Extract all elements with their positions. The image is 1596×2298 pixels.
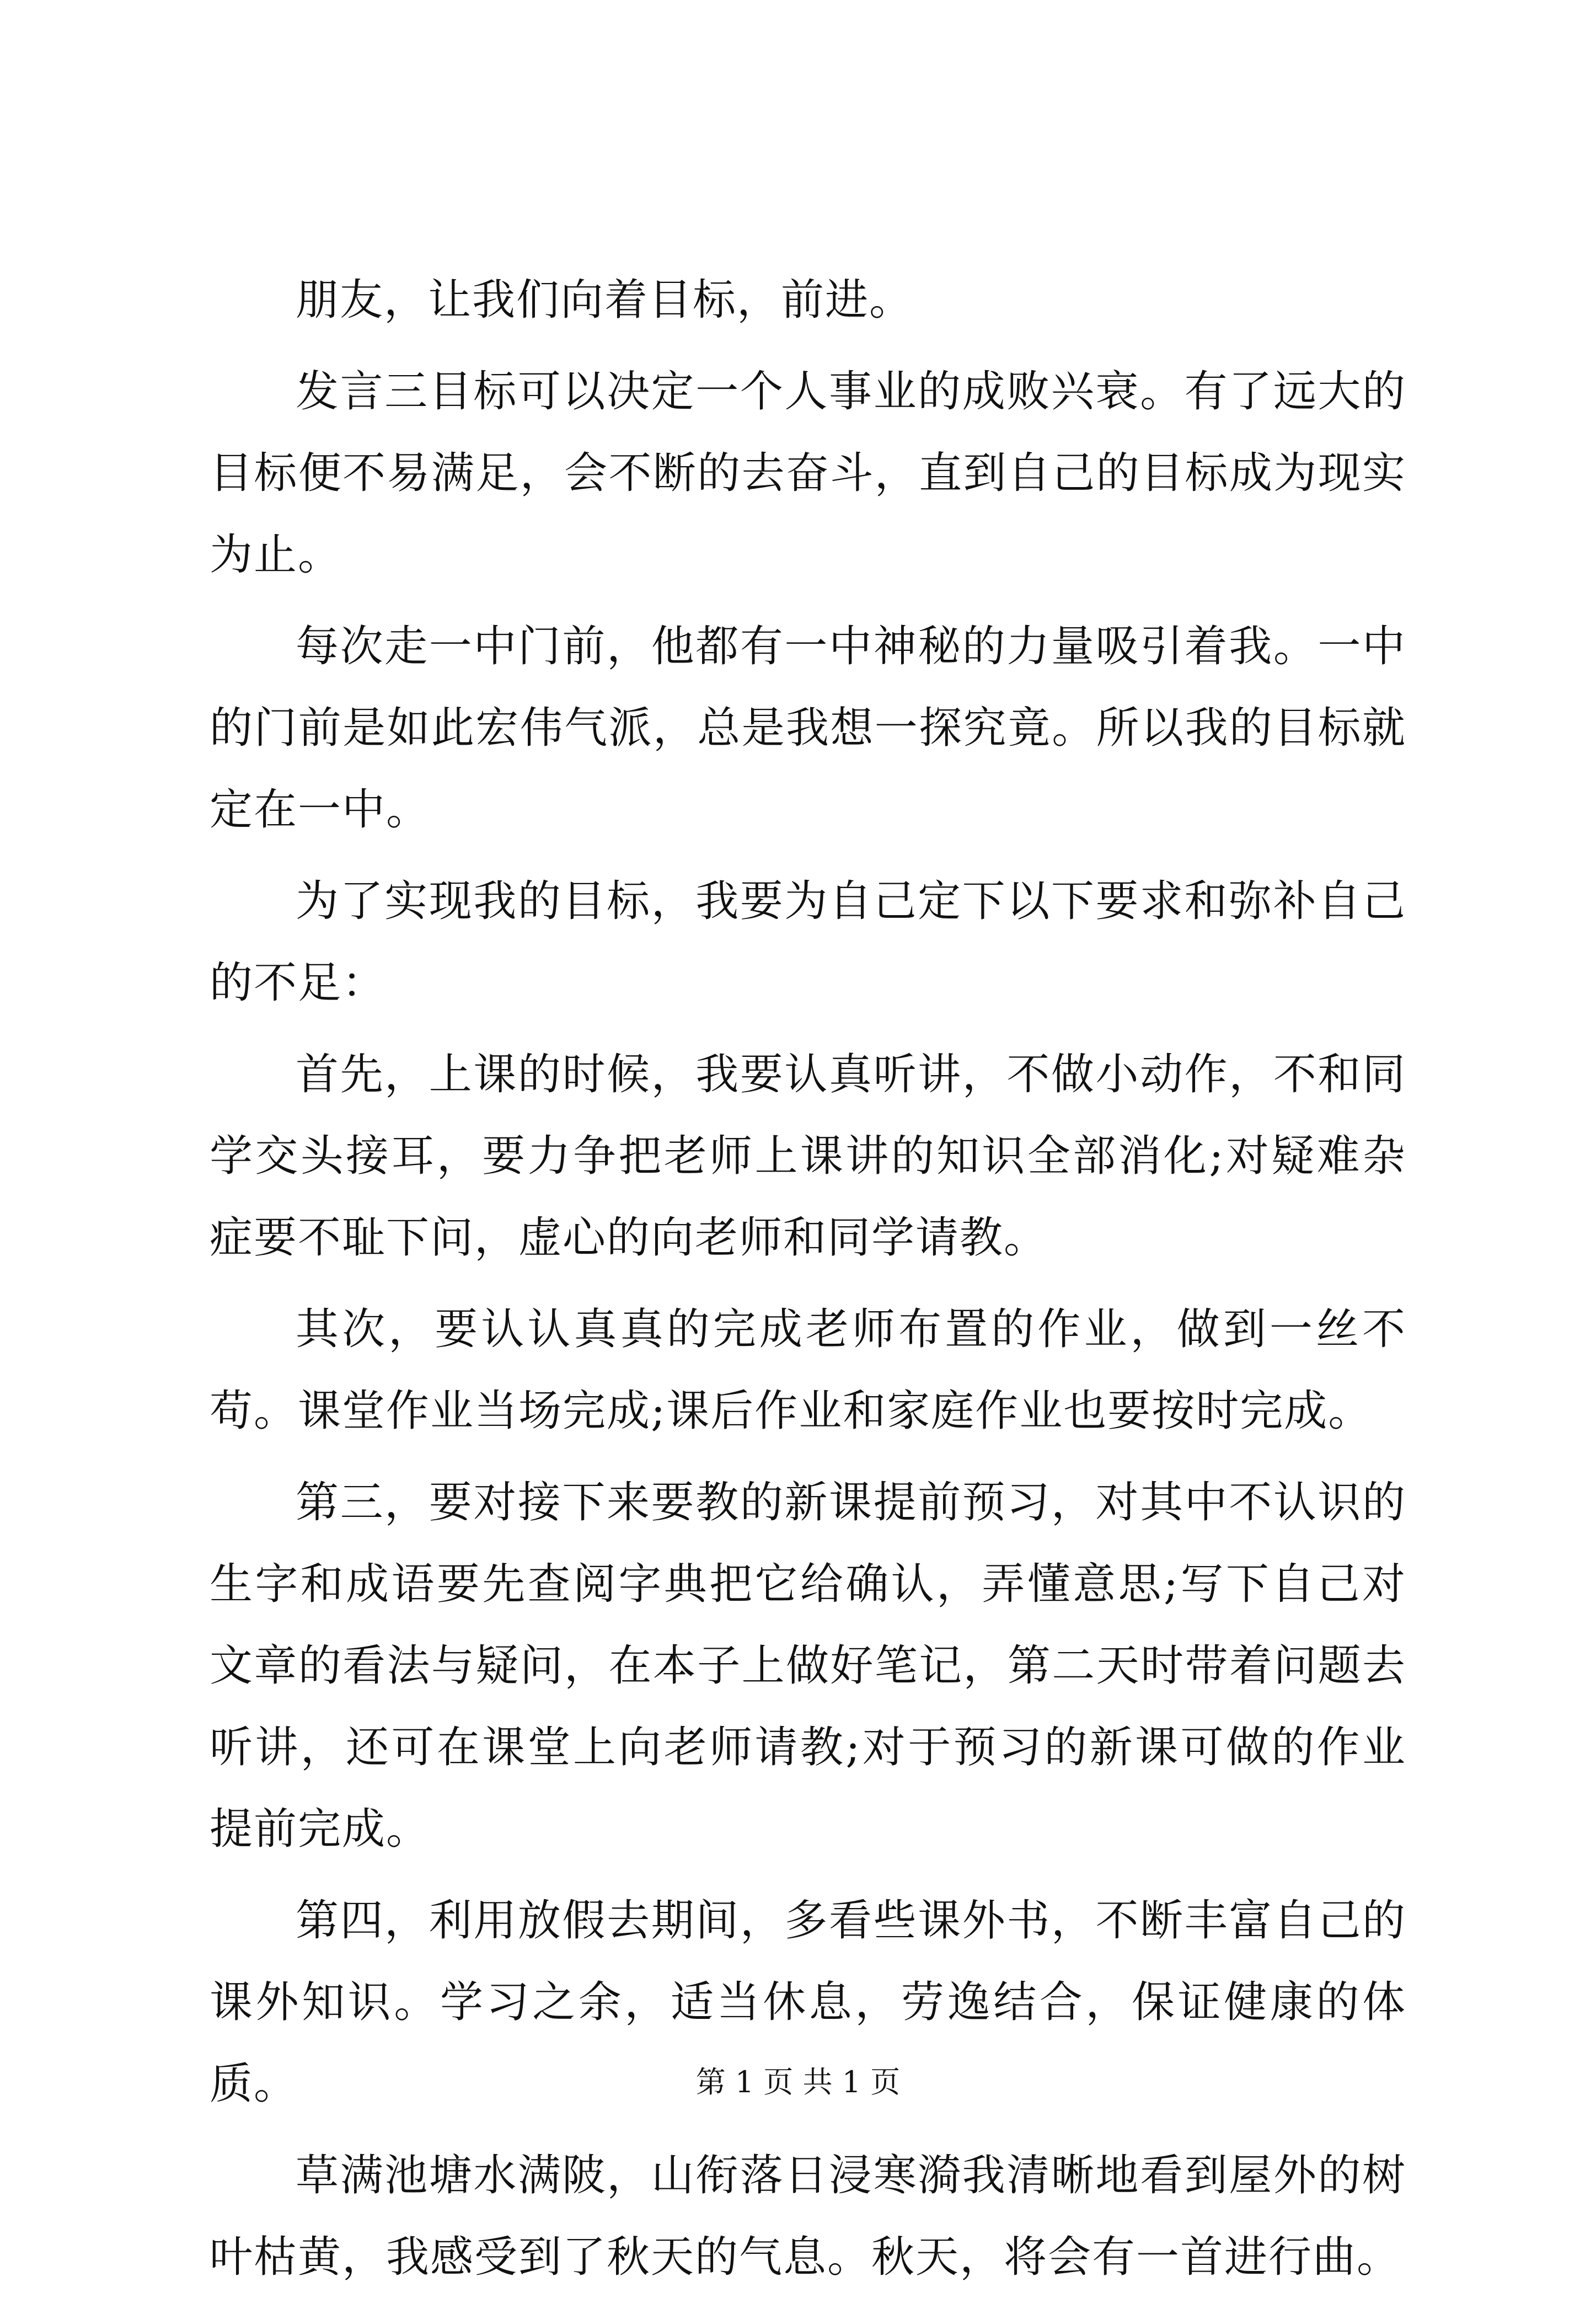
paragraph: 为了实现我的目标，我要为自己定下以下要求和弥补自己的不足： xyxy=(210,877,1406,1008)
paragraph: 草满池塘水满陂，山衔落日浸寒漪我清晰地看到屋外的树叶枯黄，我感受到了秋天的气息。秋天，将会有一首进行曲。 xyxy=(210,2151,1406,2282)
paragraph: 其次，要认认真真的完成老师布置的作业，做到一丝不苟。课堂作业当场完成;课后作业和家庭作业也要按时完成。 xyxy=(210,1305,1406,1436)
document-body xyxy=(210,259,1406,2298)
paragraph: 每次走一中门前，他都有一中神秘的力量吸引着我。一中的门前是如此宏伟气派，总是我想一探究竟。所以我的目标就定在一中。 xyxy=(210,622,1406,835)
page-footer: 第 1 页 共 1 页 xyxy=(695,2065,901,2099)
paragraph: 发言三目标可以决定一个人事业的成败兴衰。有了远大的目标便不易满足，会不断的去奋斗，直到自己的目标成为现实为止。 xyxy=(210,367,1406,580)
paragraph: 朋友，让我们向着目标，前进。 xyxy=(296,275,914,325)
paragraph: 第三，要对接下来要教的新课提前预习，对其中不认识的生字和成语要先查阅字典把它给确认，弄懂意思;写下自己对文章的看法与疑问，在本子上做好笔记，第二天时带着问题去听讲，还可在课堂上向老师请教;对于预习的新课可做的作业提前完成。 xyxy=(210,1478,1406,1854)
paragraph: 第四，利用放假去期间，多看些课外书，不断丰富自己的课外知识。学习之余，适当休息，劳逸结合，保证健康的体质。 xyxy=(210,1896,1406,2109)
paragraph: 首先，上课的时候，我要认真听讲，不做小动作，不和同学交头接耳，要力争把老师上课讲的知识全部消化;对疑难杂症要不耻下问，虚心的向老师和同学请教。 xyxy=(210,1050,1406,1263)
